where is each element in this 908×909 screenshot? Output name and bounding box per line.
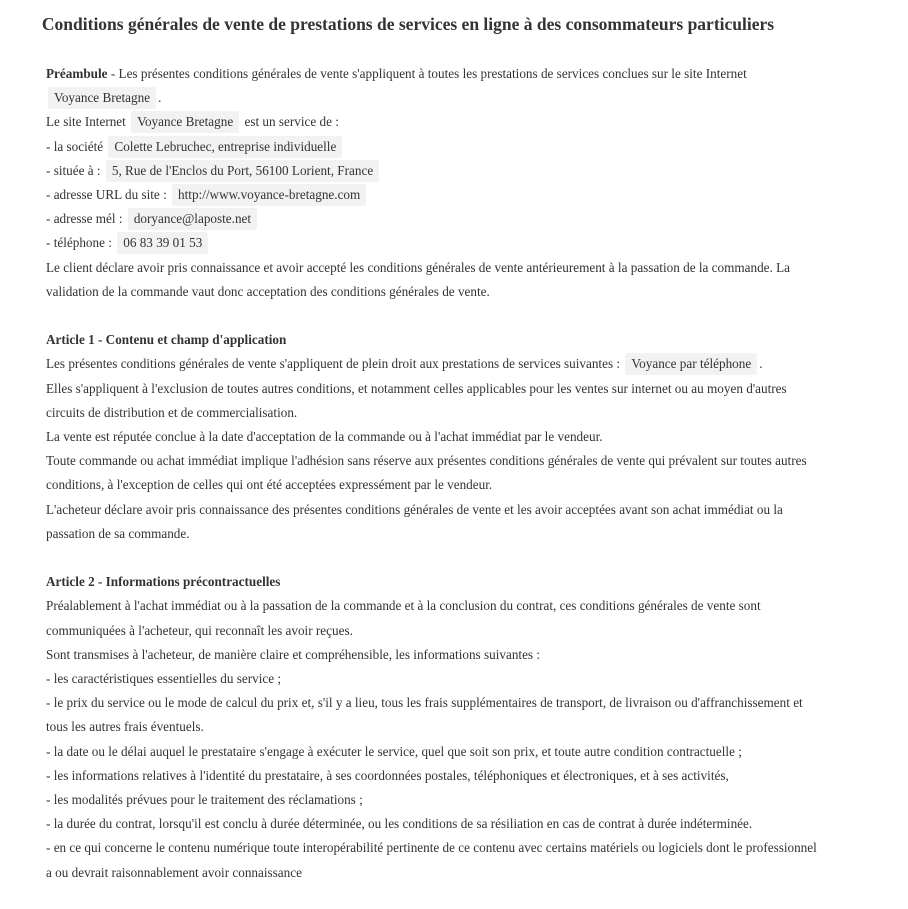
- article-1-p2-line-1: Elles s'appliquent à l'exclusion de toutes autres conditions, et notamment celles applicables pour les ventes sur internet ou au moyen d'autres: [46, 380, 787, 396]
- societe-label: - la société: [46, 138, 104, 154]
- list-item: a ou devrait raisonnablement avoir connaissance: [46, 864, 302, 880]
- article-1-p5-line-1: L'acheteur déclare avoir pris connaissance des présentes conditions générales de vente et les avoir acceptées avant son achat immédiat ou la: [46, 501, 783, 517]
- preambule-section: [46, 62, 876, 304]
- list-item: - en ce qui concerne le contenu numérique toute interopérabilité pertinente de ce contenu avec certains matériels ou logiciels dont le professionnel: [46, 840, 817, 856]
- article-1-p1-prefix: Les présentes conditions générales de vente s'appliquent de plein droit aux prestations de services suivantes :: [46, 356, 621, 372]
- client-line-2: validation de la commande vaut donc acceptation des conditions générales de vente.: [46, 283, 490, 299]
- situee-line: [46, 159, 876, 183]
- preambule-intro-line: [46, 62, 876, 86]
- article-2-p1-line-1: Préalablement à l'achat immédiat ou à la passation de la commande et à la conclusion du contrat, ces conditions générales de vente sont: [46, 598, 761, 614]
- article-1-p4-line-1: Toute commande ou achat immédiat implique l'adhésion sans réserve aux présentes conditions générales de vente qui prévalent sur toutes autres: [46, 453, 807, 469]
- site-name-field: Voyance Bretagne: [48, 87, 156, 109]
- article-1-heading-line: [46, 328, 876, 352]
- service-field: Voyance par téléphone: [625, 353, 757, 375]
- article-1-heading: Article 1 - Contenu et champ d'application: [46, 332, 287, 348]
- societe-field: Colette Lebruchec, entreprise individuelle: [108, 136, 342, 158]
- article-1-p3: La vente est réputée conclue à la date d'acceptation de la commande ou à l'achat immédiat par le vendeur.: [46, 429, 603, 445]
- situee-label: - située à :: [46, 162, 101, 178]
- client-line-1: Le client déclare avoir pris connaissance et avoir accepté les conditions générales de vente antérieurement à la passation de la commande. La: [46, 259, 791, 275]
- article-1-section: [46, 328, 876, 546]
- article-1-p1: Les présentes conditions générales de vente s'appliquent de plein droit aux prestations de services suivantes : Voyance par téléphone .: [46, 352, 876, 376]
- article-2-heading-line: [46, 570, 876, 594]
- societe-line: [46, 135, 876, 159]
- site-name-field-2: Voyance Bretagne: [131, 111, 239, 133]
- preambule-intro: - Les présentes conditions générales de vente s'appliquent à toutes les prestations de services conclues sur le site Internet: [107, 66, 747, 81]
- mel-line: [46, 207, 876, 231]
- list-item: - les caractéristiques essentielles du service ;: [46, 671, 282, 687]
- preambule-heading: Préambule: [46, 66, 108, 81]
- url-label: - adresse URL du site :: [46, 187, 167, 203]
- list-item: - la date ou le délai auquel le prestataire s'engage à exécuter le service, quel que soit son prix, et toute autre condition contractuelle ;: [46, 743, 742, 759]
- document-content: [46, 62, 876, 909]
- address-field: 5, Rue de l'Enclos du Port, 56100 Lorient, France: [106, 160, 379, 182]
- list-item: - le prix du service ou le mode de calcul du prix et, s'il y a lieu, tous les frais supplémentaires de transport, de livraison ou d'affranchissement et: [46, 695, 803, 711]
- article-2-p2: Sont transmises à l'acheteur, de manière claire et compréhensible, les informations suivantes :: [46, 646, 541, 662]
- list-item: - la durée du contrat, lorsqu'il est conclu à durée déterminée, ou les conditions de sa résiliation en cas de contrat à durée indéterminée.: [46, 816, 753, 832]
- site-name-line: Voyance Bretagne .: [46, 86, 876, 110]
- site-service-line: [46, 110, 876, 134]
- email-field: doryance@laposte.net: [128, 208, 257, 230]
- list-item: tous les autres frais éventuels.: [46, 719, 204, 735]
- article-2-heading: Article 2 - Informations précontractuelles: [46, 574, 281, 590]
- article-2-section: [46, 570, 876, 885]
- page-title: Conditions générales de vente de prestations de services en ligne à des consommateurs particuliers: [41, 14, 775, 34]
- site-service-suffix: est un service de :: [244, 114, 339, 130]
- phone-field: 06 83 39 01 53: [117, 232, 208, 254]
- site-service-prefix: Le site Internet: [46, 114, 126, 130]
- mel-label: - adresse mél :: [46, 211, 123, 227]
- url-line: [46, 183, 876, 207]
- article-1-p4-line-2: conditions, à l'exception de celles qui ont été acceptées expressément par le vendeur.: [46, 477, 493, 493]
- tel-label: - téléphone :: [46, 235, 112, 251]
- url-field: http://www.voyance-bretagne.com: [172, 184, 366, 206]
- list-item: - les informations relatives à l'identité du prestataire, à ses coordonnées postales, téléphoniques et électroniques, et à ses activités,: [46, 767, 729, 783]
- article-1-p5-line-2: passation de sa commande.: [46, 525, 190, 541]
- tel-line: [46, 231, 876, 255]
- list-item: - les modalités prévues pour le traitement des réclamations ;: [46, 792, 363, 808]
- article-2-p1-line-2: communiquées à l'acheteur, qui reconnaît les avoir reçues.: [46, 622, 353, 638]
- article-1-p2-line-2: circuits de distribution et de commercialisation.: [46, 404, 298, 420]
